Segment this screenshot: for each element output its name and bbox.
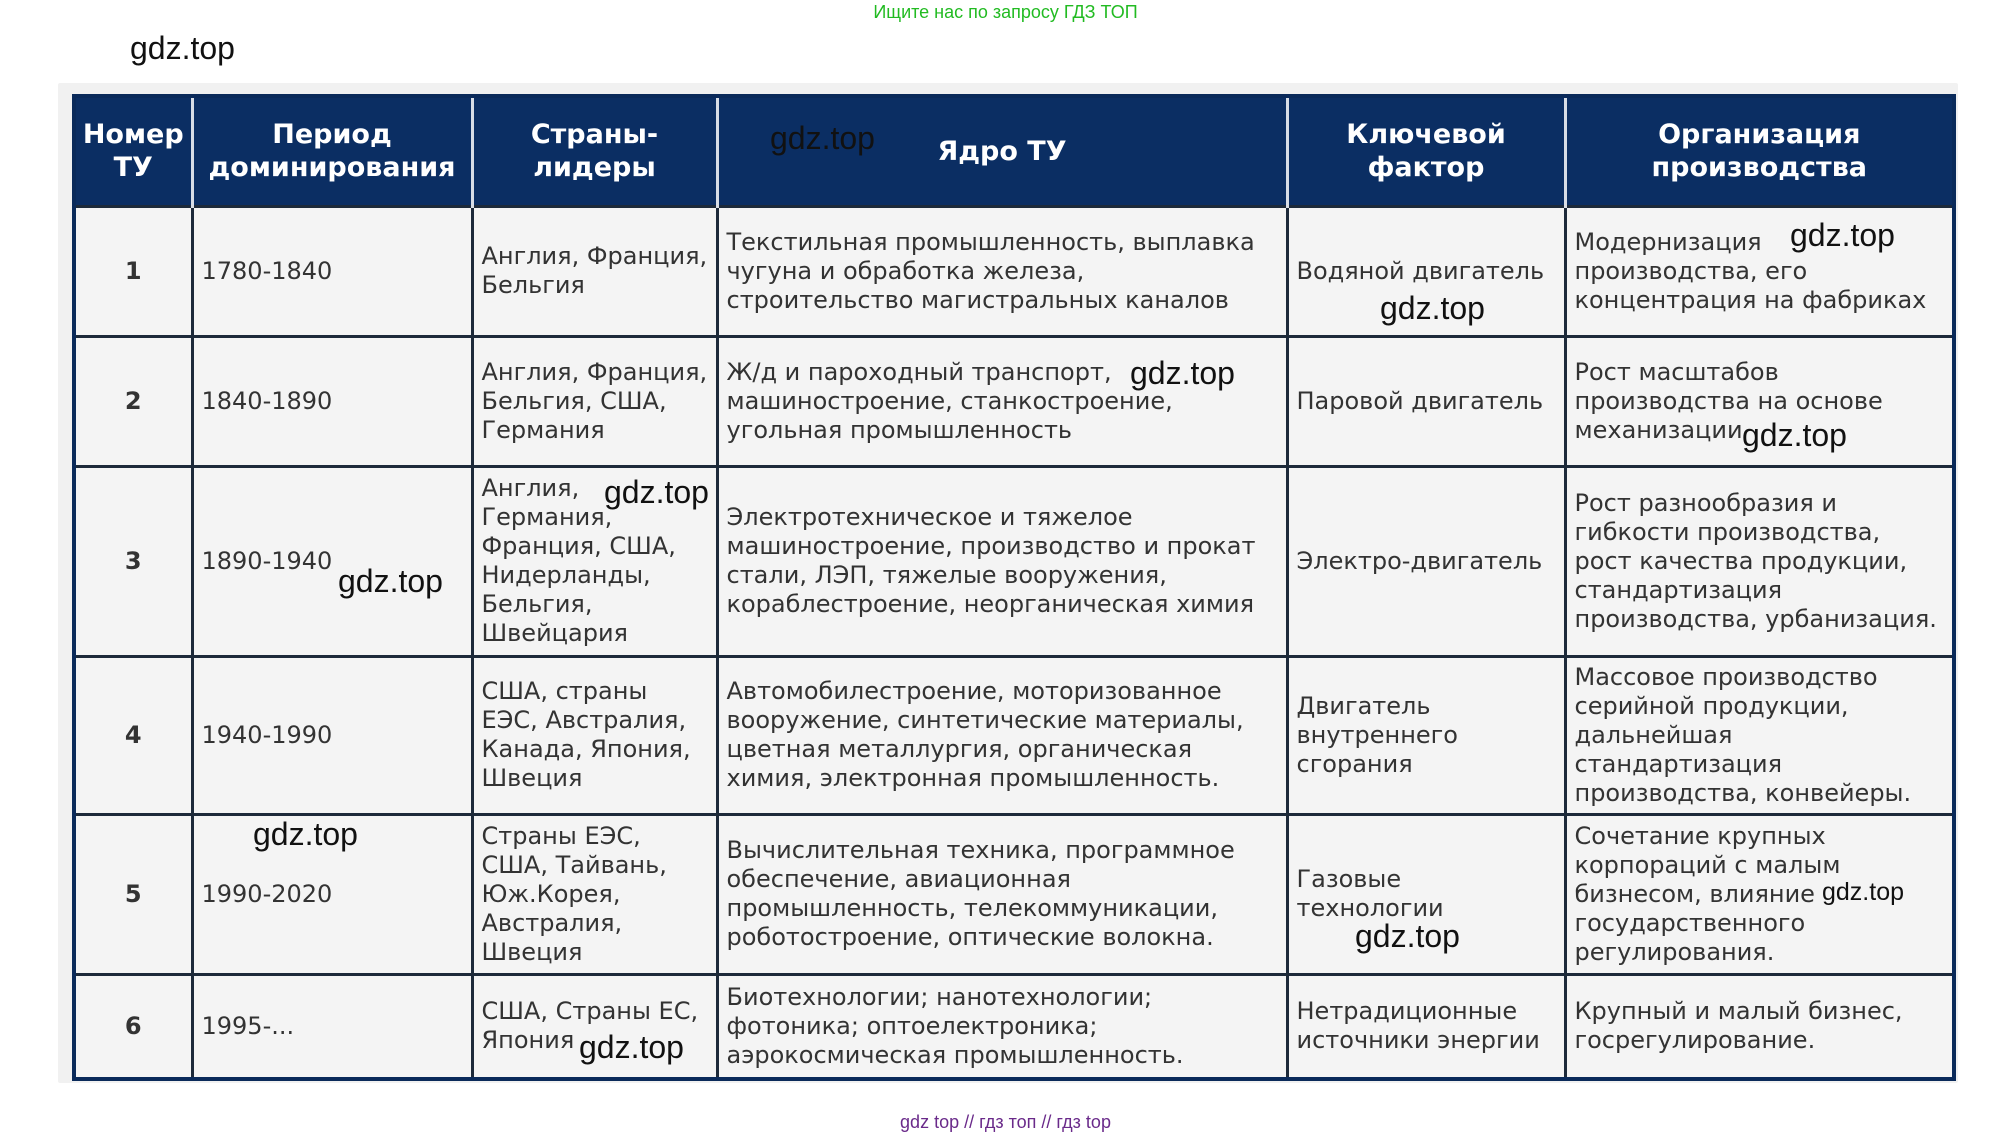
table-row — [74, 974, 1954, 1079]
cell-key-factor: Газовые технологии — [1287, 814, 1565, 974]
cell-period: 1940-1990 — [192, 656, 472, 814]
table-header-row — [74, 96, 1954, 206]
cell-key-factor: Нетрадиционные источники энергии — [1287, 974, 1565, 1079]
cell-period: 1840-1890 — [192, 336, 472, 466]
watermark-text: gdz.top — [1822, 878, 1905, 906]
watermark-text: gdz.top — [253, 816, 358, 852]
cell-organization: Крупный и малый бизнес, госрегулирование. — [1565, 974, 1954, 1079]
cell-key-factor: Двигатель внутреннего сгорания — [1287, 656, 1565, 814]
cell-countries: США, Страны ЕС, Япония — [472, 974, 717, 1079]
cell-countries: Англия, Франция, Бельгия — [472, 206, 717, 336]
header-countries: Страны-лидеры — [472, 96, 717, 206]
table-row — [74, 336, 1954, 466]
watermark-text: gdz.top — [1380, 290, 1485, 326]
cell-number: 2 — [74, 336, 192, 466]
watermark-text: gdz.top — [770, 120, 875, 156]
cell-organization: Модернизация производства, его концентрация на фабриках — [1565, 206, 1954, 336]
watermark-text: gdz.top — [1130, 355, 1235, 391]
cell-countries: Англия, Германия, Франция, США, Нидерланды, Бельгия, Швейцария — [472, 466, 717, 656]
cell-core: Текстильная промышленность, выплавка чугуна и обработка железа, строительство магистральных каналов — [717, 206, 1287, 336]
header-core: Ядро ТУ — [717, 96, 1287, 206]
cell-countries: Страны ЕЭС, США, Тайвань, Юж.Корея, Австралия, Швеция — [472, 814, 717, 974]
cell-key-factor: Электро-двигатель — [1287, 466, 1565, 656]
cell-number: 3 — [74, 466, 192, 656]
footer-links: gdz top // гдз топ // гдз top — [900, 1112, 1111, 1132]
watermark-text: gdz.top — [579, 1029, 684, 1065]
table-row — [74, 206, 1954, 336]
cell-core: Вычислительная техника, программное обеспечение, авиационная промышленность, телекоммуникации, роботостроение, оптические волокна. — [717, 814, 1287, 974]
cell-key-factor: Водяной двигатель — [1287, 206, 1565, 336]
cell-number: 5 — [74, 814, 192, 974]
header-period: Период доминирования — [192, 96, 472, 206]
watermark-text: gdz.top — [338, 563, 443, 599]
cell-organization: Рост масштабов производства на основе механизации — [1565, 336, 1954, 466]
cell-core: Автомобилестроение, моторизованное вооружение, синтетические материалы, цветная металлургия, органическая химия, электронная промышленность. — [717, 656, 1287, 814]
cell-core: Биотехнологии; нанотехнологии; фотоника; оптоелектроника; аэрокосмическая промышленность. — [717, 974, 1287, 1079]
cell-core: Ж/д и пароходный транспорт, машиностроение, станкостроение, угольная промышленность — [717, 336, 1287, 466]
cell-organization: Сочетание крупных корпораций с малым бизнесом, влияние государственного регулирования. — [1565, 814, 1954, 974]
table-row — [74, 466, 1954, 656]
cell-period: 1780-1840 — [192, 206, 472, 336]
watermark-text: gdz.top — [130, 30, 235, 66]
cell-organization: Рост разнообразия и гибкости производства, рост качества продукции, стандартизация производства, урбанизация. — [1565, 466, 1954, 656]
cell-organization: Массовое производство серийной продукции, дальнейшая стандартизация производства, конвейеры. — [1565, 656, 1954, 814]
cell-number: 6 — [74, 974, 192, 1079]
header-organization: Организация производства — [1565, 96, 1954, 206]
watermark-text: gdz.top — [1790, 217, 1895, 253]
cell-key-factor: Паровой двигатель — [1287, 336, 1565, 466]
cell-number: 4 — [74, 656, 192, 814]
cell-period: 1995-... — [192, 974, 472, 1079]
cell-core: Электротехническое и тяжелое машиностроение, производство и прокат стали, ЛЭП, тяжелые вооружения, кораблестроение, неорганическая химия — [717, 466, 1287, 656]
watermark-text: gdz.top — [1355, 918, 1460, 954]
top-banner: Ищите нас по запросу ГДЗ ТОП — [873, 2, 1138, 22]
cell-countries: США, страны ЕЭС, Австралия, Канада, Япония, Швеция — [472, 656, 717, 814]
header-key-factor: Ключевой фактор — [1287, 96, 1565, 206]
cell-period: 1890-1940 — [192, 466, 472, 656]
cell-number: 1 — [74, 206, 192, 336]
header-number: Номер ТУ — [74, 96, 192, 206]
cell-countries: Англия, Франция, Бельгия, США, Германия — [472, 336, 717, 466]
table-row — [74, 656, 1954, 814]
watermark-text: gdz.top — [604, 474, 709, 510]
cell-period: 1990-2020 — [192, 814, 472, 974]
watermark-text: gdz.top — [1742, 417, 1847, 453]
